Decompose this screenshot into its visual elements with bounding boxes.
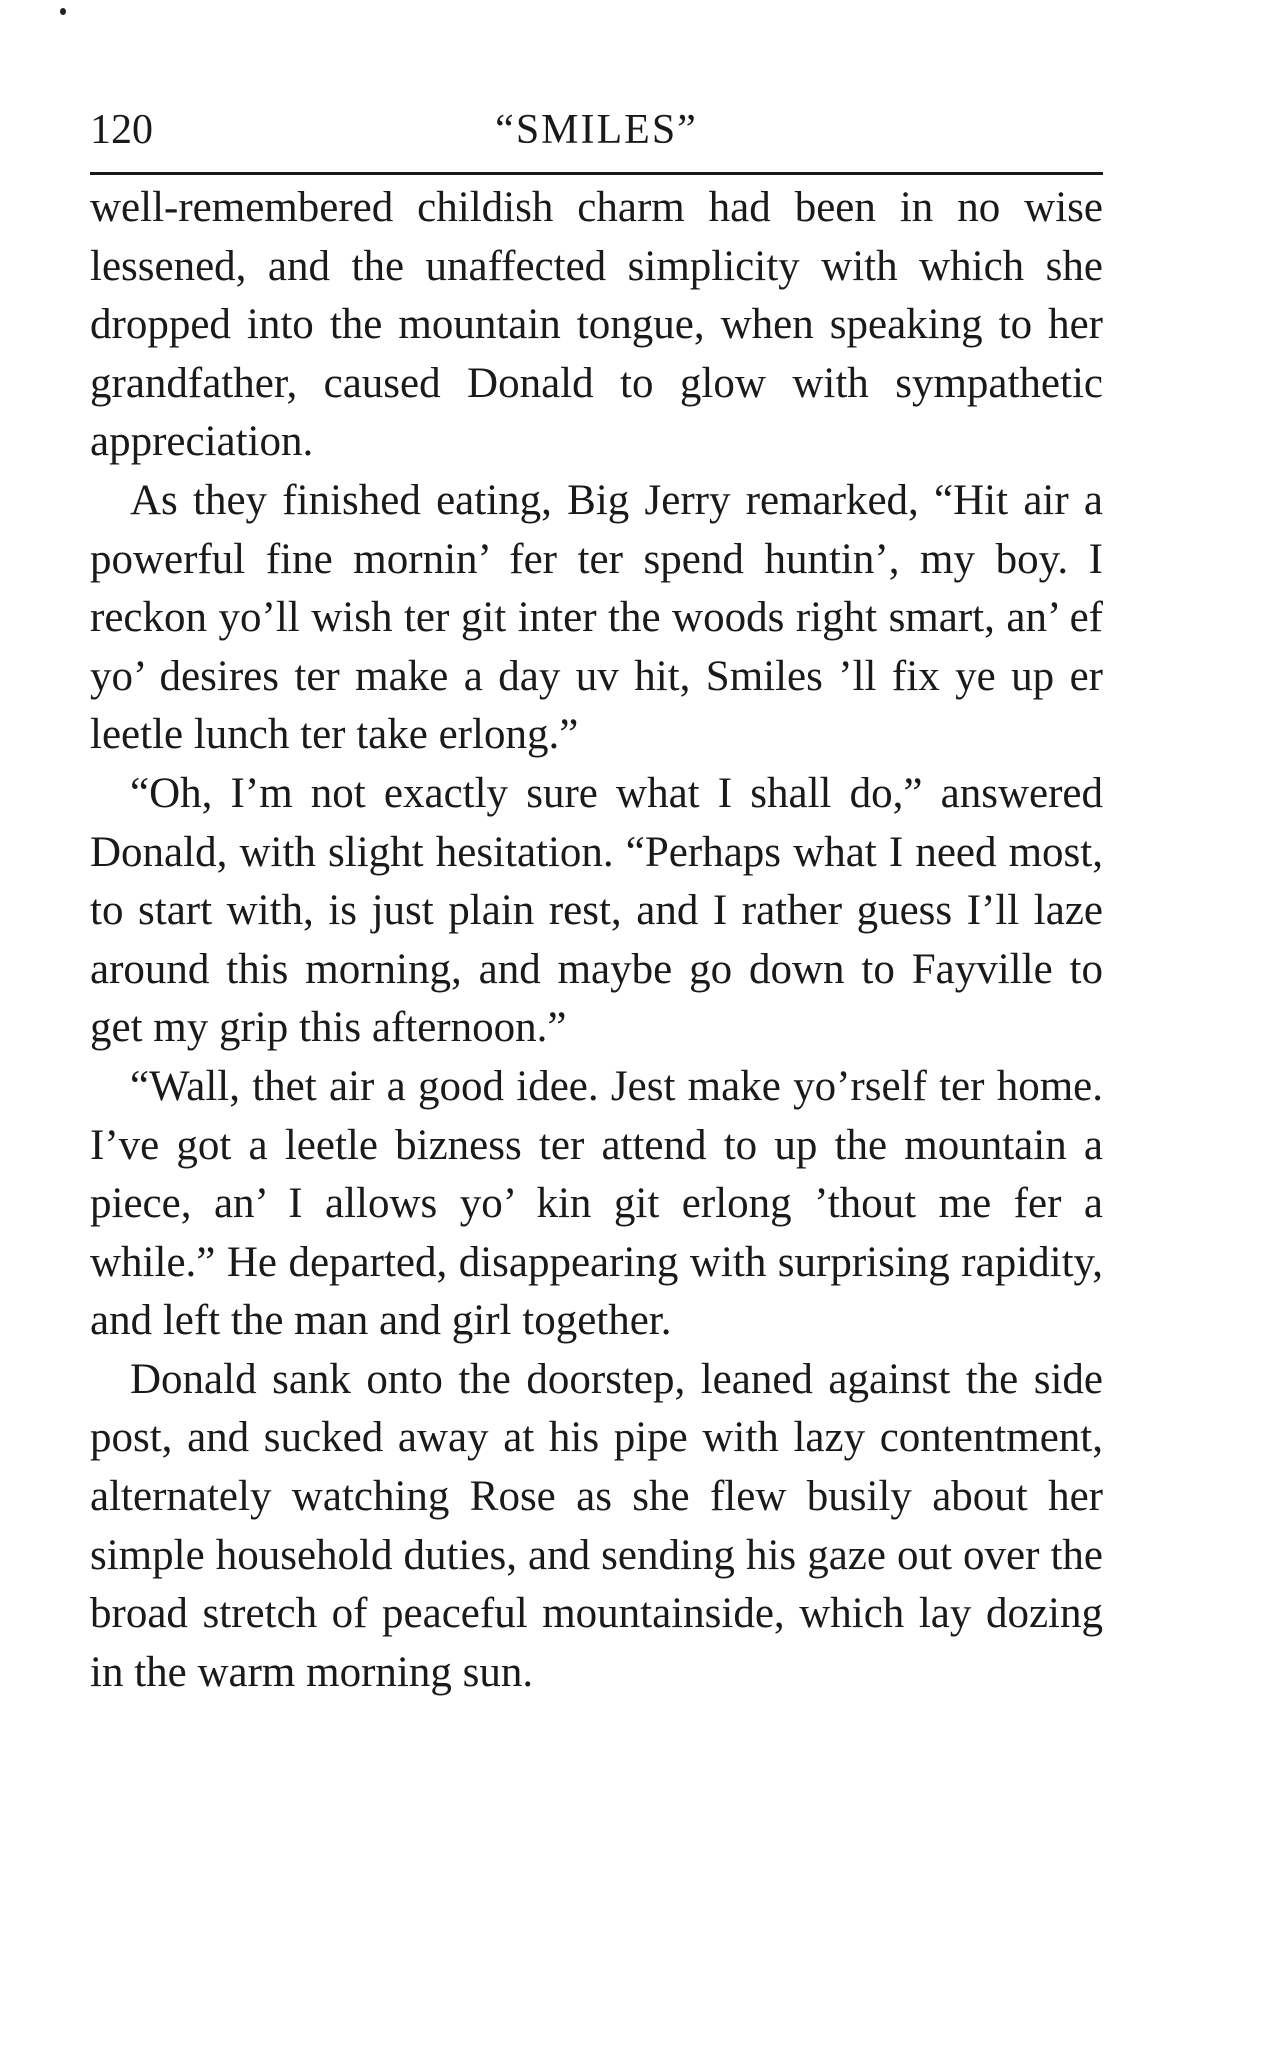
running-title: “SMILES” [495,107,698,153]
paragraph: “Oh, I’m not exactly sure what I shall do,” answered Donald, with slight hesitation. “Perhaps what I need most, to start with, is just plain rest, and I rather guess I’ll laze around this morning, and maybe go down to Fayville to get my grip this afternoon.” [90,769,1103,1052]
body-text [90,179,1103,1702]
paragraph-continuation: well-remembered childish charm had been in no wise lessened, and the unaffected simplicity with which she dropped into the mountain tongue, when speaking to her grandfather, caused Donald to glow with sympathetic appreciation. [90,184,1103,466]
paragraph: As they finished eating, Big Jerry remarked, “Hit air a powerful fine mornin’ fer ter spend huntin’, my boy. I reckon yo’ll wish ter git inter the woods right smart, an’ ef yo’ desires ter make a day uv hit, Smiles ’ll fix ye up er leetle lunch ter take erlong.” [90,476,1103,759]
header-rule [90,172,1103,175]
paragraph: “Wall, thet air a good idee. Jest make yo’rself ter home. I’ve got a leetle bizness ter attend to up the mountain a piece, an’ I allows yo’ kin git erlong ’thout me fer a while.” He departed, disappearing with surprising rapidity, and left the man and girl together. [90,1062,1103,1345]
paragraph: Donald sank onto the doorstep, leaned against the side post, and sucked away at his pipe with lazy contentment, alternately watching Rose as she flew busily about her simple household duties, and sending his gaze out over the broad stretch of peaceful mountainside, which lay dozing in the warm morning sun. [90,1355,1103,1696]
ink-speck [60,8,66,15]
book-page [90,100,1103,1702]
page-header [90,100,1103,160]
page-number: 120 [90,107,153,153]
